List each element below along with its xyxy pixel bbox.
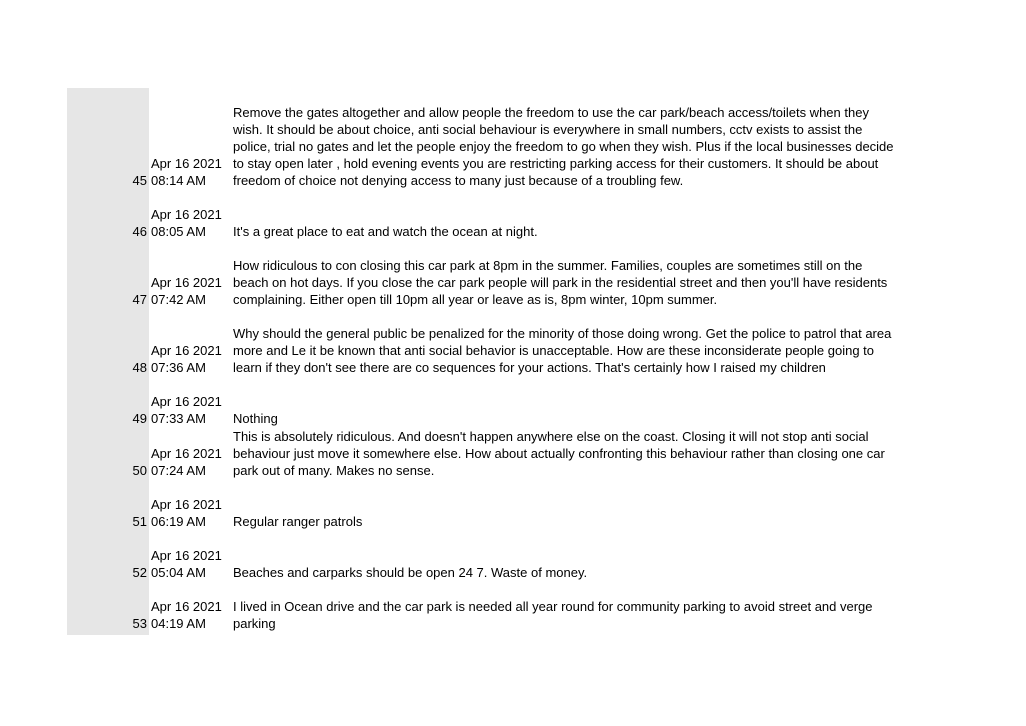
row-number: 47 (132, 292, 147, 307)
response-row (67, 308, 927, 376)
row-number: 53 (132, 616, 147, 631)
response-date: Apr 16 2021 (151, 394, 222, 409)
response-date: Apr 16 2021 (151, 599, 222, 614)
row-number: 51 (132, 514, 147, 529)
response-row (67, 496, 927, 530)
response-text: Regular ranger patrols (233, 514, 363, 529)
response-row (67, 428, 927, 479)
row-number: 45 (132, 173, 147, 188)
response-date: Apr 16 2021 (151, 548, 222, 563)
response-date: Apr 16 2021 (151, 207, 222, 222)
response-row (67, 393, 927, 427)
response-text: Nothing (233, 411, 278, 426)
response-datetime (151, 496, 231, 530)
response-time: 08:14 AM (151, 173, 206, 188)
response-datetime (151, 598, 231, 632)
response-time: 07:42 AM (151, 292, 206, 307)
response-datetime (151, 393, 231, 427)
response-datetime (151, 155, 231, 189)
response-text: How ridiculous to con closing this car park at 8pm in the summer. Families, couples are sometimes still on the beach on hot days. If you close the car park people will park in the residential street and then you'll have residents complaining. Either open till 10pm all year or leave as is, 8pm winter, 10pm summer. (233, 258, 888, 307)
response-time: 04:19 AM (151, 616, 206, 631)
response-row (67, 598, 927, 632)
row-number: 48 (132, 360, 147, 375)
response-text: Remove the gates altogether and allow people the freedom to use the car park/beach access/toilets when they wish. It should be about choice, anti social behaviour is everywhere in small numbers, cctv exists to assist the police, trial no gates and let the people enjoy the freedom to go when they wish. Plus if the local businesses decide to stay open later , hold evening events you are restricting parking access for their customers. It should be about freedom of choice not denying access to many just because of a troubling few. (233, 105, 894, 188)
row-number: 50 (132, 463, 147, 478)
response-row (67, 104, 927, 189)
response-text: It's a great place to eat and watch the ocean at night. (233, 224, 538, 239)
response-text: This is absolutely ridiculous. And doesn't happen anywhere else on the coast. Closing it will not stop anti social behaviour just move it somewhere else. How about actually confronting this behaviour rather than closing one car park out of many. Makes no sense. (233, 429, 885, 478)
response-text: Beaches and carparks should be open 24 7. Waste of money. (233, 565, 588, 580)
response-time: 08:05 AM (151, 224, 206, 239)
row-number: 49 (132, 411, 147, 426)
response-datetime (151, 547, 231, 581)
response-text: Why should the general public be penalized for the minority of those doing wrong. Get the police to patrol that area more and Le it be known that anti social behavior is unacceptable. How are these inconsiderate people going to learn if they don't see there are co sequences for your actions. That's certainly how I raised my children (233, 326, 892, 375)
response-date: Apr 16 2021 (151, 275, 222, 290)
response-date: Apr 16 2021 (151, 156, 222, 171)
response-time: 07:24 AM (151, 463, 206, 478)
response-date: Apr 16 2021 (151, 446, 222, 461)
response-date: Apr 16 2021 (151, 343, 222, 358)
row-number: 46 (132, 224, 147, 239)
response-datetime (151, 206, 231, 240)
response-row (67, 257, 927, 308)
response-time: 07:33 AM (151, 411, 206, 426)
response-text: I lived in Ocean drive and the car park is needed all year round for community parking to avoid street and verge parking (233, 599, 873, 631)
response-time: 06:19 AM (151, 514, 206, 529)
response-time: 05:04 AM (151, 565, 206, 580)
response-datetime (151, 445, 231, 479)
row-number: 52 (132, 565, 147, 580)
response-row (67, 547, 927, 581)
response-time: 07:36 AM (151, 360, 206, 375)
response-datetime (151, 274, 231, 308)
response-date: Apr 16 2021 (151, 497, 222, 512)
response-row (67, 206, 927, 240)
response-datetime (151, 342, 231, 376)
